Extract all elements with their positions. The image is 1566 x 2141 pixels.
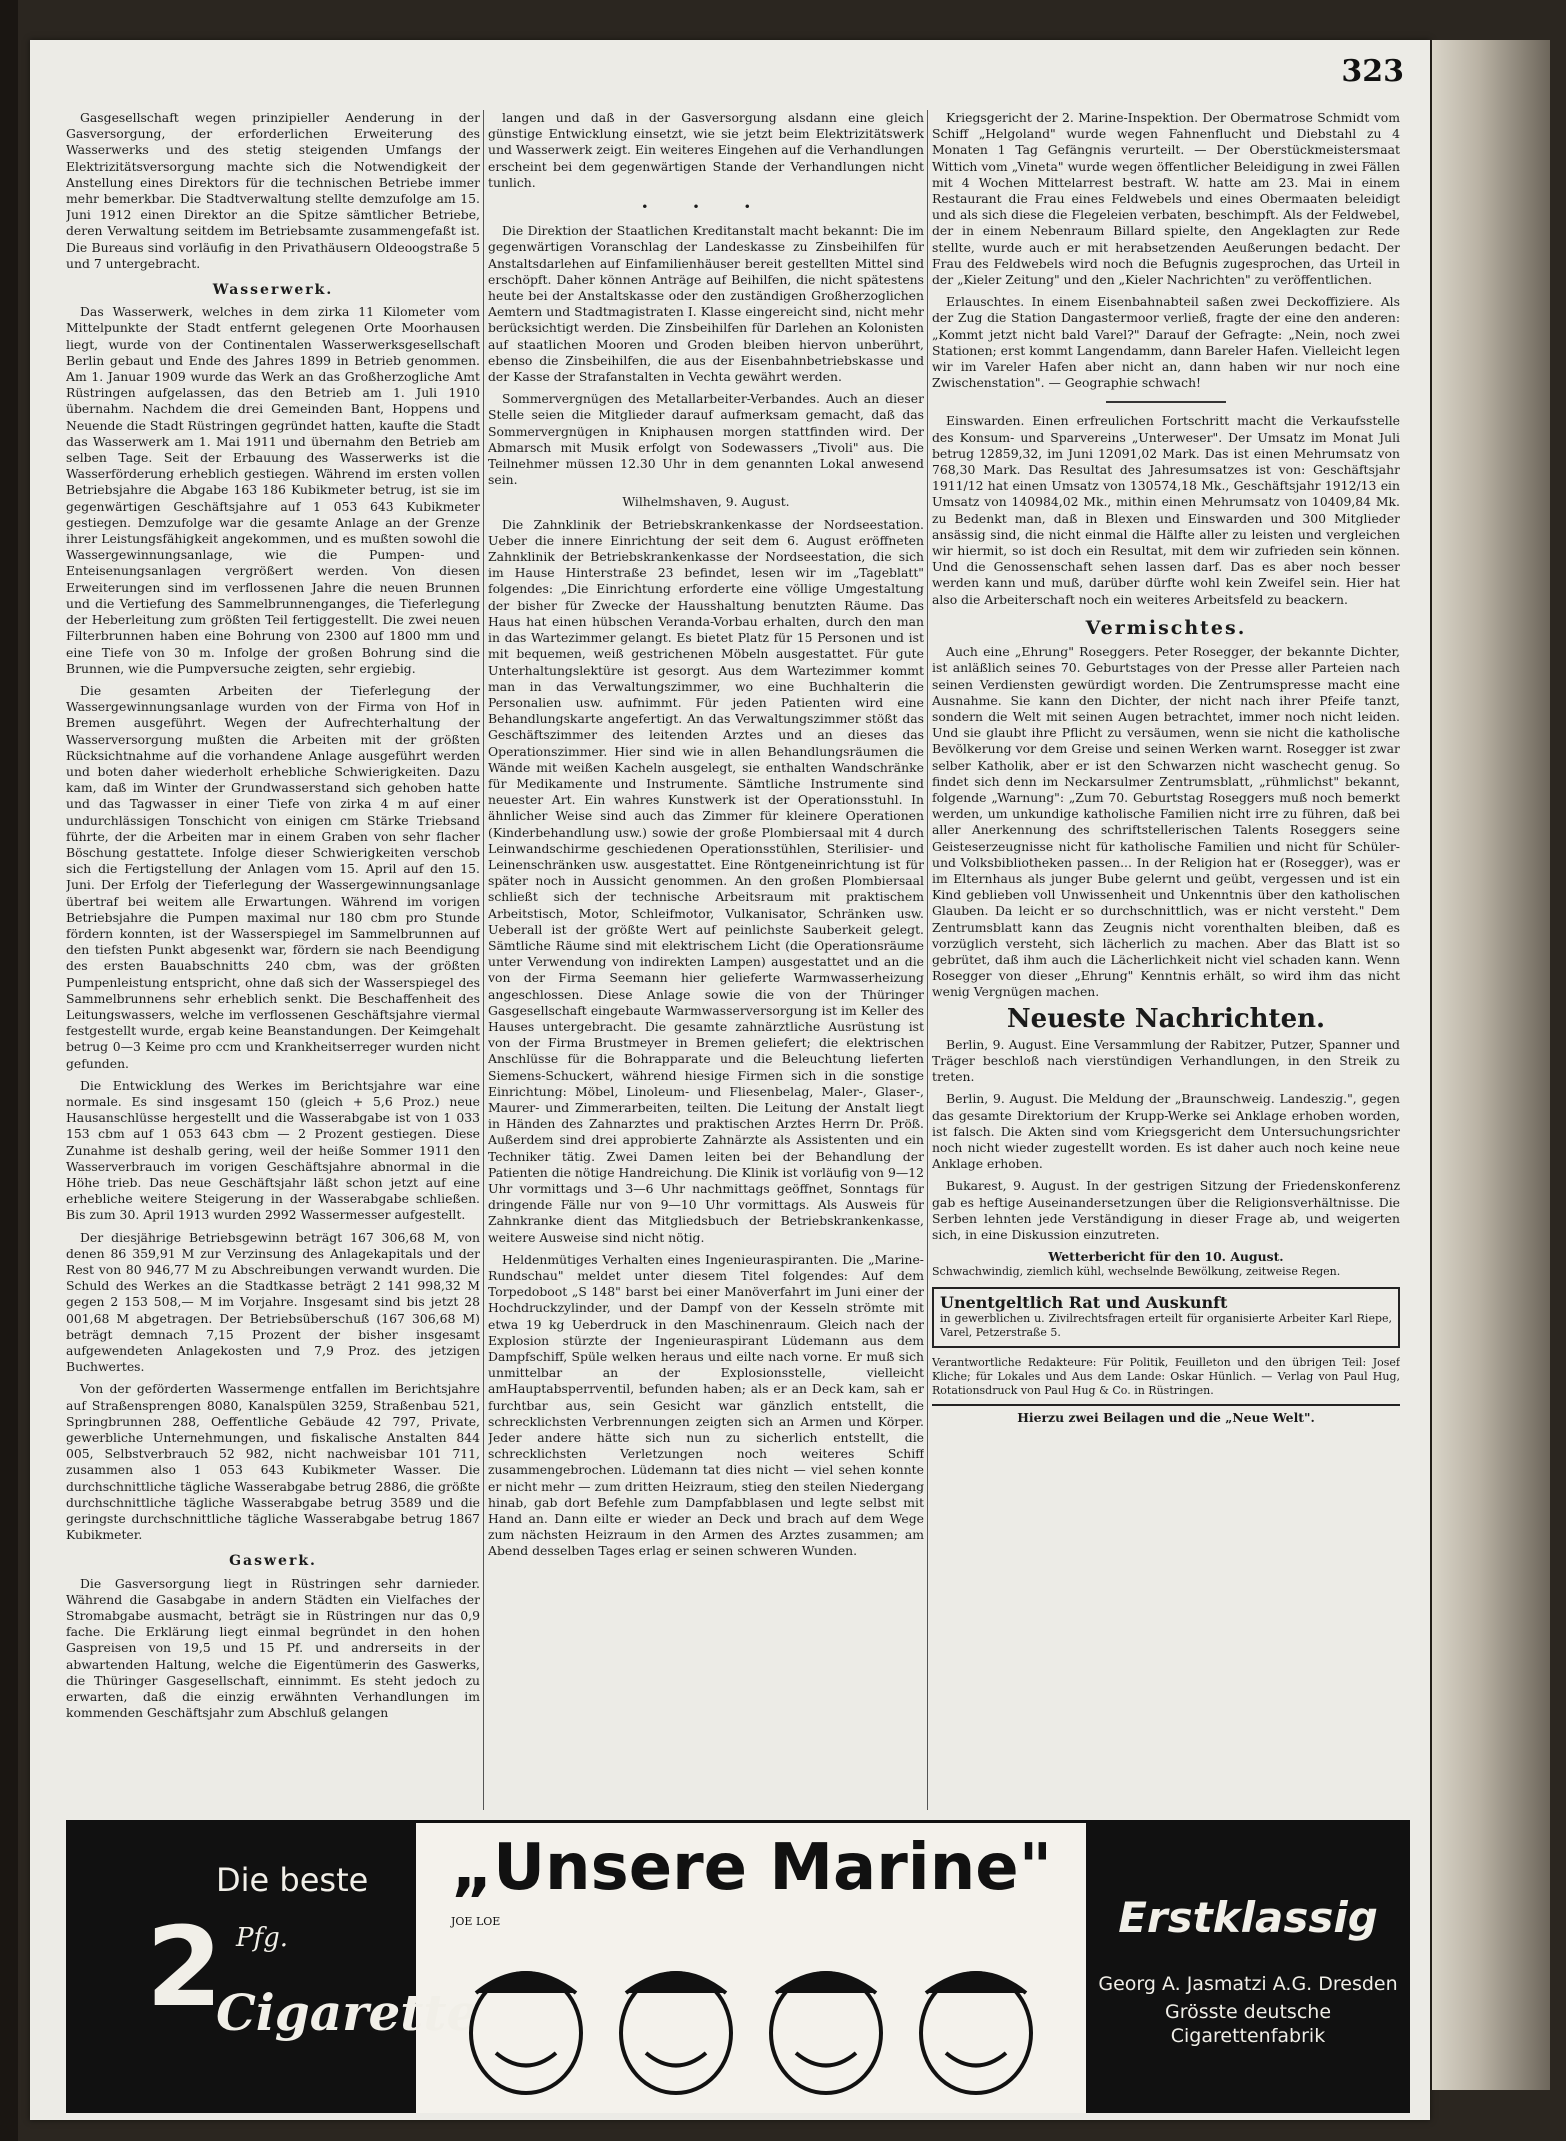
section-heading-wasserwerk: Wasserwerk. — [212, 282, 334, 299]
ad-company-sub1: Grösste deutsche — [1164, 2001, 1332, 2023]
sailor-face-icon — [771, 1973, 881, 2093]
weather-text: Schwachwindig, ziemlich kühl, wechselnde Bewölkung, zeitweise Regen. — [932, 1265, 1341, 1279]
paragraph: Auch eine „Ehrung" Roseggers. Peter Rosegger, der bekannte Dichter, ist anläßlich seines 70. Geburtstages von der Presse aller Parteien nach seinen Verdiensten gewürdigt worden. Die Zentrumspresse macht eine Ausnahme. Sie kann den Dichter, der nicht nach ihrer Pfeife tanzt, sondern die Welt mit seinen Augen betrachtet, immer noch nicht leiden. Und sie glaubt ihre Pflicht zu versäumen, wenn sie nicht die katholische Bevölkerung vor dem Greise und seinen Werken warnt. Rosegger ist zwar selber Katholik, aber er ist den Schwarzen nicht waschecht genug. So findet sich denn im Neckarsulmer Zentrumsblatt, „rühmlichst" bekannt, folgende „Warnung": „Zum 70. Geburtstag Roseggers muß noch bemerkt werden, um unkundige katholische Familien nicht irre zu führen, daß bei aller Anerkennung des schriftstellerischen Talents Roseggers seine Geisteserzeugnisse nicht für katholische Familien und nicht für Schüler- und Volksbibliotheken passen... In der Religion hat er (Rosegger), was er im Elternhaus als junger Bube gelernt und geübt, vergessen und ist ein Kind geblieben voll Unwissenheit und Unkenntnis über den katholischen Glauben. Da leicht er so durchschnittlich, was er nicht versteht." Dem Zentrumsblatt kann das Zeugnis nicht vorenthalten bleiben, daß es vorzüglich versteht, sich lächerlich zu machen. Aber das Blatt ist so gebrütet, daß ihm auch die Lächerlichkeit nicht viel schaden kann. Wenn Rosegger von dieser „Ehrung" Kenntnis erhält, so wird ihm das nicht wenig Vergnügen machen. — [932, 644, 1400, 1000]
column-divider — [927, 110, 928, 1810]
dateline: Wilhelmshaven, 9. August. — [622, 494, 790, 510]
ad-brand-title: „Unsere Marine" — [451, 1831, 1053, 1905]
ad-company: Georg A. Jasmatzi A.G. Dresden — [1098, 1973, 1398, 1995]
paragraph: Die Zahnklinik der Betriebskrankenkasse der Nordseestation. Ueber die innere Einrichtung der seit dem 6. August eröffneten Zahnklinik der Betriebskrankenkasse der Nordseestation, die sich im Hause Hinterstraße 23 befindet, lesen wir im „Tageblatt" folgendes: „Die Einrichtung erforderte eine völlige Umgestaltung der bisher für Zwecke der Hausshaltung benutzten Räume. Das Haus hat einen hübschen Veranda-Vorbau erhalten, durch den man in das Wartezimmer gelangt. Es bietet Platz für 15 Personen und ist mit bequemen, weiß gestrichenen Möbeln ausgestattet. Für gute Unterhaltungslektüre ist gesorgt. Aus dem Wartezimmer kommt man in das Verwaltungszimmer, wo eine Buchhalterin die Personalien usw. aufnimmt. Für jeden Patienten wird eine Behandlungskarte angefertigt. An das Verwaltungszimmer stößt das Geschäftszimmer des leitenden Arztes und an dieses das Operationszimmer. Hier sind wie in allen Behandlungsräumen die Wände mit weißen Kacheln ausgelegt, sie enthalten Wandschränke für Medikamente und Instrumente. Sämtliche Instrumente sind neuester Art. Ein wahres Kunstwerk ist der Operationsstuhl. In ähnlicher Weise sind auch das Zimmer für kleinere Operationen (Kinderbehandlung usw.) sowie der große Plombiersaal mit 4 durch Leinwandschirme geschiedenen Operationsstühlen, Sterilisier- und Leinenschränken usw. ausgestattet. Eine Röntgeneinrichtung ist für später noch in Aussicht genommen. An den großen Plombiersaal schließt sich der technische Arbeitsraum mit praktischem Arbeitstisch, Motor, Schleifmotor, Vulkanisator, Schränken usw. Ueberall ist der größte Wert auf peinlichste Sauberkeit gelegt. Sämtliche Räume sind mit elektrischem Licht (die Operationsräume unter Verwendung von indirekten Lampen) ausgestattet und an die von der Firma Seemann hier gelieferte Warmwasserheizung angeschlossen. Diese Anlage sowie die von der Thüringer Gasgesellschaft eingebaute Warmwasserversorgung ist im Keller des Hauses untergebracht. Die gesamte zahnärztliche Ausrüstung ist von der Firma Brustmeyer in Bremen geliefert; die elektrischen Anschlüsse für die Bohrapparate und die Beleuchtung lieferten Siemens-Schuckert, während hiesige Firmen sich in die sonstige Einrichtung: Möbel, Linoleum- und Fliesenbelag, Maler-, Glaser-, Maurer- und Zimmerarbeiten, teilten. Die Leitung der Anstalt liegt in Händen des Zahnarztes und praktischen Arztes Herrn Dr. Pröß. Außerdem sind drei approbierte Zahnärzte als Assistenten und ein Techniker tätig. Zwei Damen leiten bei der Behandlung der Patienten die nötige Handreichung. Die Klinik ist vorläufig von 9—12 Uhr vormittags und 3—6 Uhr nachmittags geöffnet, Sonntags für dringende Fälle nur von 9—10 Uhr vormittags. Als Ausweis für Zahnkranke dient das Mitgliedsbuch der Betriebskrankenkasse, weitere Ausweise sind nicht nötig. — [488, 516, 924, 1245]
column-divider — [483, 110, 484, 1810]
sailors-illustration — [436, 1923, 1086, 2113]
paragraph: Die gesamten Arbeiten der Tieferlegung der Wassergewinnungsanlage wurden von der Firma von Hof in Bremen ausgeführt. Wegen der Aufrechterhaltung der Wasserversorgung mußten die Arbeiten mit der größten Rücksichtnahme auf die vorhandene Anlage ausgeführt werden und boten daher wiederholt erhebliche Schwierigkeiten. Dazu kam, daß im Winter der Grundwasserstand sich gehoben hatte und das Tagwasser in einer Tiefe von zirka 4 m auf einer undurchlässigen Tonschicht von einigen cm Stärke Triebsand führte, der die Arbeiten mar in einem Graben von sehr flacher Böschung gestattete. Infolge dieser Schwierigkeiten verschob sich die Fertigstellung der Anlagen vom 15. April auf den 15. Juni. Der Erfolg der Tieferlegung der Wassergewinnungsanlage übertraf bei weitem alle Erwartungen. Während im vorigen Betriebsjahre die Pumpen maximal nur 180 cbm pro Stunde fördern konnten, ist der Wasserspiegel im Sammelbrunnen auf den tiefsten Punkt abgesenkt war, fördern sie nach Beendigung des ersten Bauabschnitts 240 cbm, was der größten Pumpenleistung entspricht, ohne daß sich der Wasserspiegel des Sammelbrunnens sehr erheblich senkt. Die Beschaffenheit des Leitungswassers, welche im verflossenen Geschäftsjahre viermal festgestellt wurde, ergab keine Beanstandungen. Der Keimgehalt betrug 0—3 Keime pro ccm und Krankheitserreger wurden nicht gefunden. — [66, 682, 480, 1071]
section-separator: • • • — [641, 199, 771, 215]
ad-slogan: Die beste — [216, 1861, 369, 1899]
advice-title: Unentgeltlich Rat und Auskunft — [940, 1293, 1228, 1313]
ad-price-unit: Pfg. — [236, 1923, 289, 1953]
supplements-note: Hierzu zwei Beilagen und die „Neue Welt". — [932, 1404, 1400, 1426]
paragraph: Von der geförderten Wassermenge entfallen im Berichtsjahre auf Straßensprengen 8080, Kanalspülen 3259, Straßenbau 521, Springbrunnen 288, Oeffentliche Gebäude 42 797, Private, gewerbliche Unternehmungen, und fiskalische Anstalten 844 005, Selbstverbrauch 52 982, nicht nachweisbar 101 711, zusammen also 1 053 643 Kubikmeter Wasser. Die durchschnittliche tägliche Wasserabgabe betrug 2886, die größte durchschnittliche tägliche Wasserabgabe betrug 3589 und die geringste durchschnittliche tägliche Wasserabgabe betrug 1867 Kubikmeter. — [66, 1381, 480, 1543]
newspaper-page — [30, 40, 1430, 2120]
section-heading-neueste-nachrichten: Neueste Nachrichten. — [1006, 1003, 1326, 1034]
book-page-edges — [1432, 40, 1550, 2090]
imprint: Verantwortliche Redakteure: Für Politik, Feuilleton und den übrigen Teil: Josef Kliche; für Lokales und Aus dem Lande: Oskar Hünlich. — Verlag von Paul Hug, Rotationsdruck von Paul Hug & Co. in Rüstringen. — [932, 1355, 1400, 1397]
paragraph: langen und daß in der Gasversorgung alsdann eine gleich günstige Entwicklung einsetzt, wie sie jetzt beim Elektrizitätswerk und Wasserwerk zeigt. Ein weiteres Eingehen auf die Verhandlungen erscheint bei dem gegenwärtigen Stande der Verhandlungen nicht tunlich. — [488, 110, 924, 190]
advice-box — [932, 1287, 1400, 1347]
book-spine — [0, 0, 18, 2141]
cigarette-advertisement — [66, 1820, 1410, 2113]
column-2 — [488, 110, 924, 1810]
paragraph: Kriegsgericht der 2. Marine-Inspektion. Der Obermatrose Schmidt vom Schiff „Helgoland" wurde wegen Fahnenflucht und Diebstahl zu 4 Monaten 1 Tag Gefängnis verurteilt. — Der Oberstückmeistersmaat Wittich vom „Vineta" wurde wegen öffentlicher Beleidigung in zwei Fällen mit 4 Wochen Mittelarrest bestraft. W. hatte am 23. Mai in einem Restaurant die Frau eines Feldwebels und eines Obermaaten beleidigt und als sich diese die Flegeleien verbaten, beschimpft. Als der Feldwebel, der in einem Nebenraum Billard spielte, den Angeklagten zur Rede stellte, wurde auch er mit herabsetzenden Aeußerungen bedacht. Der Frau des Feldwebels wird noch die Befugnis zugesprochen, das Urteil in der „Kieler Zeitung" und den „Kieler Nachrichten" zu veröffentlichen. — [932, 110, 1400, 288]
paragraph: Berlin, 9. August. Die Meldung der „Braunschweig. Landeszig.", gegen das gesamte Direktorium der Krupp-Werke sei Anklage erhoben worden, ist falsch. Die Akten sind vom Kriegsgericht dem Untersuchungsrichter noch nicht wieder zugestellt worden. Es ist daher auch noch keine neue Anklage erhoben. — [932, 1091, 1400, 1172]
ad-company-sub2: Cigarettenfabrik — [1170, 2025, 1326, 2047]
weather-title: Wetterbericht für den 10. August. — [1048, 1249, 1284, 1265]
sailor-face-icon — [471, 1973, 581, 2093]
ad-right-panel — [1086, 1823, 1410, 2113]
paragraph: Sommervergnügen des Metallarbeiter-Verbandes. Auch an dieser Stelle seien die Mitglieder darauf aufmerksam gemacht, daß das Sommervergnügen in Kniphausen morgen stattfinden wird. Der Abmarsch mit Musik erfolgt von Sodewassers „Tivoli" aus. Die Teilnehmer müssen 12.30 Uhr in dem genannten Lokal anwesend sein. — [488, 391, 924, 488]
ad-artist-signature: JOE LOE — [451, 1915, 501, 1928]
sailor-face-icon — [921, 1973, 1031, 2093]
ad-product: Cigarette — [216, 1983, 479, 2042]
sailor-face-icon — [621, 1973, 731, 2093]
paragraph: Die Entwicklung des Werkes im Berichtsjahre war eine normale. Es sind insgesamt 150 (gleich + 5,6 Proz.) neue Hausanschlüsse hergestellt und die Wasserabgabe ist von 1 033 153 cbm auf 1 053 643 cbm — 2 Prozent gestiegen. Diese Zunahme ist deshalb gering, weil der heiße Sommer 1911 den Wasserverbrauch im vorigen Geschäftsjahre abnormal in die Höhe trieb. Das neue Geschäftsjahr läßt schon jetzt auf eine erhebliche weitere Steigerung in der Wasserabgabe schließen. Bis zum 30. April 1913 wurden 2992 Wassermesser aufgestellt. — [66, 1077, 480, 1223]
section-heading-gaswerk: Gaswerk. — [229, 1553, 317, 1570]
ad-price-number: 2 — [146, 1903, 223, 2031]
paragraph: Die Gasversorgung liegt in Rüstringen sehr darnieder. Während die Gasabgabe in andern Städten ein Vielfaches der Stromabgabe ausmacht, beträgt sie in Rüstringen nur das 0,9 fache. Die Erklärung liegt einmal begründet in den hohen Gaspreisen von 19,5 und 15 Pf. und andrerseits in der abwartenden Haltung, welche die Eigentümerin des Gaswerks, die Thüringer Gasgesellschaft, einnimmt. Es steht jedoch zu erwarten, daß die einzig erwähnten Verhandlungen im kommenden Geschäftsjahr zum Abschluß gelangen — [66, 1575, 480, 1721]
paragraph: Berlin, 9. August. Eine Versammlung der Rabitzer, Putzer, Spanner und Träger beschloß nach vierstündigen Verhandlungen, in den Streik zu treten. — [932, 1036, 1400, 1085]
paragraph: Heldenmütiges Verhalten eines Ingenieuraspiranten. Die „Marine-Rundschau" meldet unter diesem Titel folgendes: Auf dem Torpedoboot „S 148" barst bei einer Manöverfahrt im Juni einer der Hochdruckzylinder, und der Dampf von der Kesseln strömte mit etwa 19 kg Ueberdruck in den Maschinenraum. Gleich nach der Explosion stürzte der Ingenieuraspirant Lüdemann aus dem Dampfschiff, Spüle welken heraus und eilte nach vorne. Er muß sich unmittelbar an der Explosionsstelle, vielleicht amHauptabsperrventil, befunden haben; als er an Deck kam, sah er furchtbar aus, sein Gesicht war gänzlich entstellt, die schrecklichsten Verbrennungen zeigten sich an Armen und Körper. Jeder andere hätte sich nun zu sicherlich entstellt, die schrecklichsten Verletzungen noch weiteres Schiff zusammengebrochen. Lüdemann tat dies nicht — viel sehen konnte er nicht mehr — zum dritten Heizraum, stieg den steilen Niedergang hinab, gab dort Befehle zum Dampfabblasen und legte selbst mit Hand an. Dann eilte er wieder an Deck und brach auf dem Wege zum nächsten Heizraum in den Armen des Arztes zusammen; am Abend desselben Tages erlag er seinen schweren Wunden. — [488, 1251, 924, 1559]
column-3 — [932, 110, 1400, 1810]
column-1 — [66, 110, 480, 1810]
ad-quality-claim: Erstklassig — [1118, 1893, 1378, 1942]
paragraph: Bukarest, 9. August. In der gestrigen Sitzung der Friedenskonferenz gab es heftige Auseinandersetzungen über die Religionsverhältnisse. Die Serben lehnten jede Verständigung in dieser Frage ab, und weigerten sich, in eine Diskussion einzutreten. — [932, 1178, 1400, 1242]
paragraph: Der diesjährige Betriebsgewinn beträgt 167 306,68 M, von denen 86 359,91 M zur Verzinsung des Anlagekapitals und der Rest von 80 946,77 M zu Abschreibungen verwandt wurden. Die Schuld des Werkes an die Stadtkasse beträgt 2 141 998,32 M gegen 2 153 508,— M im Vorjahre. Insgesamt sind bis jetzt 28 001,68 M abgetragen. Der Betriebsüberschuß (167 306,68 M) beträgt demnach 7,15 Prozent der bisher insgesamt aufgewendeten Anlagekosten und 7,9 Proz. des jetzigen Buchwertes. — [66, 1229, 480, 1375]
paragraph: Einswarden. Einen erfreulichen Fortschritt macht die Verkaufsstelle des Konsum- und Sparvereins „Unterweser". Der Umsatz im Monat Juli betrug 12859,32, im Juni 12091,02 Mark. Das ist einen Mehrumsatz von 768,30 Mark. Das Resultat des Jahresumsatzes ist von: Geschäftsjahr 1911/12 hat einen Umsatz von 130574,18 Mk., Geschäftsjahr 1912/13 ein Umsatz von 140984,02 Mk., mithin einen Mehrumsatz von 10409,84 Mk. zu Bedenkt man, daß in Blexen und Einswarden und 300 Mitglieder ansässig sind, die nicht einmal die Hälfte aller zu leisten und vergleichen wir hiermit, so ist doch ein Resultat, mit dem wir zufrieden sein können. Und die Genossenschaft sehen lassen darf. Das es aber noch besser werden kann und muß, darüber dürfte wohl kein Zweifel sein. Hier hat also die Arbeiterschaft noch ein weiteres Arbeitsfeld zu beackern. — [932, 413, 1400, 607]
paragraph: Gasgesellschaft wegen prinzipieller Aenderung in der Gasversorgung, der erforderlichen Erweiterung des Wasserwerks und des stetig steigenden Umfangs der Elektrizitätsversorgung machte sich die Notwendigkeit der Anstellung eines Direktors für die technischen Betriebe immer mehr bemerkbar. Die Stadtverwaltung stellte demzufolge am 15. Juni 1912 einen Direktor an die Spitze sämtlicher Betriebe, deren Verwaltung seitdem im Betriebsamte zusammengefaßt ist. Die Bureaus sind vorläufig in den Privathäusern Oldeoogstraße 5 und 7 untergebracht. — [66, 110, 480, 271]
paragraph: Das Wasserwerk, welches in dem zirka 11 Kilometer vom Mittelpunkte der Stadt entfernt gelegenen Orte Moorhausen liegt, wurde von der Continentalen Wasserwerksgesellschaft Berlin gebaut und Ende des Jahres 1899 in Betrieb genommen. Am 1. Januar 1909 wurde das Werk an das Großherzogliche Amt Rüstringen aufgelassen, das den Betrieb am 1. Juli 1910 übernahm. Nachdem die drei Gemeinden Bant, Hoppens und Neuende die Stadt Rüstringen gegründet hatten, kaufte die Stadt das Wasserwerk am 1. Mai 1911 und übernahm den Betrieb am selben Tage. Seit der Erbauung des Wasserwerks ist die Wasserförderung erheblich gestiegen. Während im ersten vollen Betriebsjahre die Abgabe 163 186 Kubikmeter betrug, ist sie im gegenwärtigen Geschäftsjahre auf 1 053 643 Kubikmeter gestiegen. Demzufolge war die gesamte Anlage an der Grenze ihrer Leistungsfähigkeit angekommen, und es mußten sowohl die Wassergewinnungsanlage, wie die Pumpen- und Enteisenungsanlagen vergrößert werden. Von diesen Erweiterungen sind im verflossenen Jahre die neuen Brunnen und die Vertiefung des Sammelbrunnenganges, die Tieferlegung der Heberleitung zum größten Teil fertiggestellt. Die zwei neuen Filterbrunnen haben eine Bohrung von 2300 auf 1800 mm und eine Tiefe von 30 m. Infolge der großen Bohrung sind die Brunnen, wie die Pumpversuche zeigten, sehr ergiebig. — [66, 304, 480, 676]
paragraph: Erlauschtes. In einem Eisenbahnabteil saßen zwei Deckoffiziere. Als der Zug die Station Dangastermoor verließ, fragte der eine den anderen: „Kommt jetzt nicht bald Varel?" Darauf der Gefragte: „Nein, noch zwei Stationen; erst kommt Langendamm, dann Bareler Hafen. Vielleicht legen wir im Vareler Hafen aber nicht an, dann haben wir nur noch eine Zwischenstation". — Geographie schwach! — [932, 294, 1400, 391]
page-number: 323 — [1341, 54, 1404, 89]
divider — [1106, 401, 1226, 403]
paragraph: Die Direktion der Staatlichen Kreditanstalt macht bekannt: Die im gegenwärtigen Voranschlag der Landeskasse zu Zinsbeihilfen für Anstaltsdarlehen auf Einfamilienhäuser bereit gestellten Mittel sind erschöpft. Daher können Anträge auf Beihilfen, die nicht spätestens heute bei der Anstaltskasse oder den zuständigen Großherzoglichen Aemtern und Stadtmagistraten I. Klasse eingereicht sind, nicht mehr berücksichtigt werden. Die Zinsbeihilfen für Darlehen an Kolonisten auf staatlichen Mooren und Groden bleiben hiervon unberührt, ebenso die Zinsbeihilfen, die aus der Eisenbahnbetriebskasse und der Kasse der Strafanstalten in Vechta gewährt werden. — [488, 223, 924, 385]
section-heading-vermischtes: Vermischtes. — [1085, 616, 1247, 639]
advice-text: in gewerblichen u. Zivilrechtsfragen erteilt für organisierte Arbeiter Karl Riepe, Varel, Petzerstraße 5. — [940, 1311, 1392, 1339]
